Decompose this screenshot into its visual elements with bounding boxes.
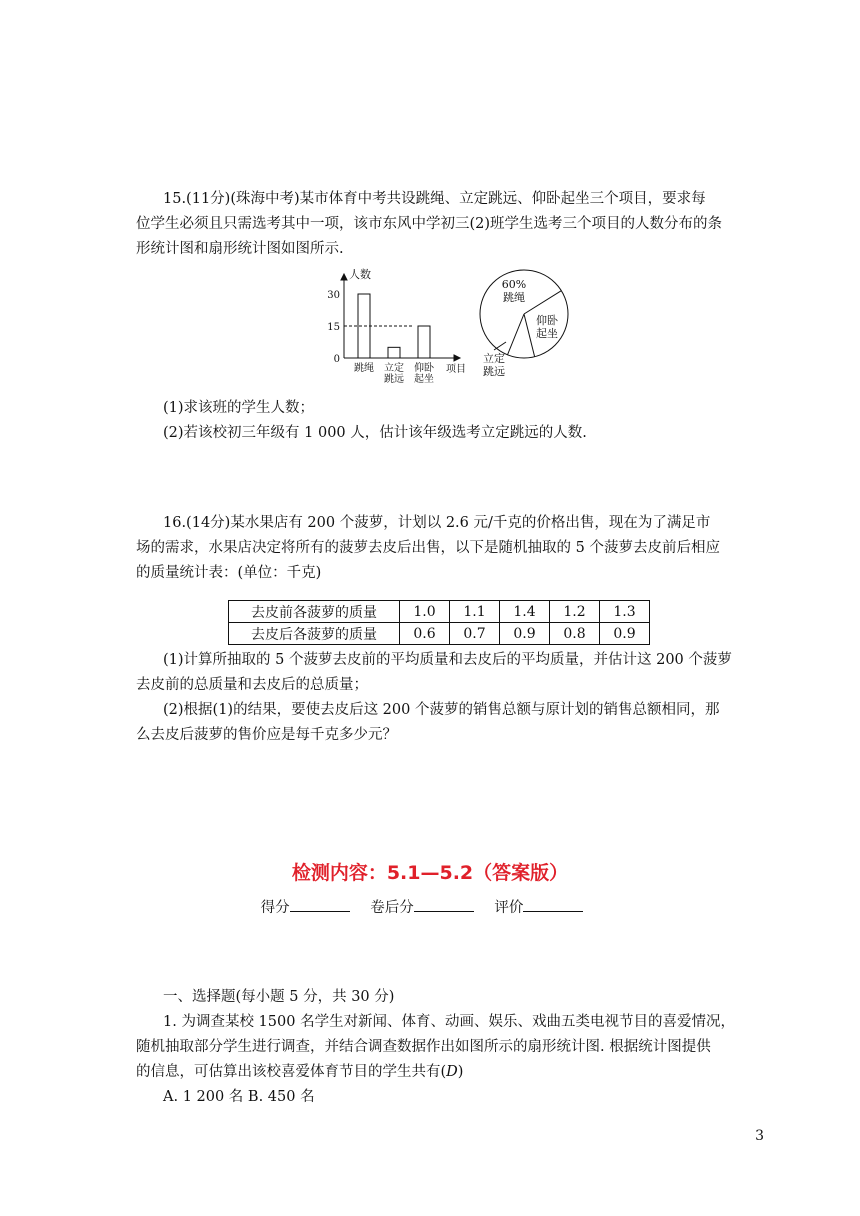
pie-label: 立定 [483,352,505,365]
x-axis-arrow [454,355,460,361]
table-cell: 0.7 [450,623,500,645]
table-cell: 1.4 [500,601,550,623]
pie-leader-line [494,342,506,350]
score-blank [290,897,350,912]
after-score-blank [414,897,474,912]
q1-line-2: 随机抽取部分学生进行调查，并结合调查数据作出如图所示的扇形统计图. 根据统计图提供 [136,1039,711,1055]
x-tick-label: 起坐 [414,374,434,384]
bar [418,326,430,358]
pie-slice-boundary [524,291,561,314]
section-title: 检测内容：5.1—5.2（答案版） [291,862,569,884]
table-cell: 1.3 [600,601,650,623]
table-cell: 0.9 [600,623,650,645]
q15-sub-2: (2)若该校初三年级有 1 000 人，估计该年级选考立定跳远的人数. [163,425,587,441]
q16-sub-1a: (1)计算所抽取的 5 个菠萝去皮前的平均质量和去皮后的平均质量，并估计这 200 个菠萝 [163,652,732,668]
table-row [229,601,650,623]
pie-chart [468,264,584,384]
q16-sub-1b: 去皮前的总质量和去皮后的总质量； [136,677,368,693]
y-tick-label: 0 [333,354,340,365]
pie-label: 跳绳 [503,291,525,304]
q15-line-2: 位学生必须且只需选考其中一项，该市东风中学初三(2)班学生选考三个项目的人数分布的条 [136,216,723,232]
table-cell: 1.0 [400,601,450,623]
q16-line-2: 场的需求，水果店决定将所有的菠萝去皮后出售，以下是随机抽取的 5 个菠萝去皮前后相应 [136,540,720,556]
mass-table [228,600,650,645]
x-axis-label: 项目 [446,364,466,375]
x-tick-label: 跳绳 [354,363,374,374]
table-row [229,623,650,645]
table-cell: 0.8 [550,623,600,645]
pie-label: 60% [501,278,527,291]
page-number: 3 [755,1128,764,1144]
q1-stem: 的信息，可估算出该校喜爱体育节目的学生共有( [136,1064,447,1080]
y-axis-arrow [341,274,347,280]
pie-label: 仰卧 [536,314,558,327]
score-label: 得分 [260,900,290,916]
row-label: 去皮后各菠萝的质量 [229,623,400,645]
q16-line-1: 16.(14分)某水果店有 200 个菠萝，计划以 2.6 元/千克的价格出售，现在为了满足市 [163,515,711,531]
q1-options: A. 1 200 名 B. 450 名 [163,1089,315,1105]
y-tick-label: 30 [327,290,340,301]
q1-line-3 [136,1062,463,1082]
bar-chart [320,264,480,384]
pie-label: 起坐 [536,327,558,340]
q15-sub-1: (1)求该班的学生人数； [163,400,315,416]
pie-label: 跳远 [483,365,505,378]
q1-line-1: 1. 为调查某校 1500 名学生对新闻、体育、动画、娱乐、戏曲五类电视节目的喜爱情况， [163,1014,736,1030]
pie-slice-boundary [508,314,524,355]
q15-line-1: 15.(11分)(珠海中考)某市体育中考共设跳绳、立定跳远、仰卧起坐三个项目，要求每 [163,191,706,207]
table-cell: 1.1 [450,601,500,623]
evaluation-label: 评价 [494,900,524,916]
table-cell: 0.6 [400,623,450,645]
x-tick-label: 仰卧 [414,363,434,374]
x-tick-label: 跳远 [384,374,404,384]
evaluation-blank [523,897,583,912]
row-label: 去皮前各菠萝的质量 [229,601,400,623]
y-tick-label: 15 [327,322,340,333]
part1-heading: 一、选择题(每小题 5 分，共 30 分) [163,989,395,1005]
q16-sub-2a: (2)根据(1)的结果，要使去皮后这 200 个菠萝的销售总额与原计划的销售总额相同，那 [163,702,720,718]
y-axis-label: 人数 [349,268,371,281]
table-cell: 1.2 [550,601,600,623]
q15-line-3: 形统计图和扇形统计图如图所示. [136,241,344,257]
q1-answer: D [446,1064,458,1080]
x-tick-label: 立定 [384,363,404,374]
pie-slice-boundary [524,314,535,357]
q16-sub-2b: 么去皮后菠萝的售价应是每千克多少元？ [136,727,397,743]
q16-line-3: 的质量统计表：(单位：千克) [136,565,322,581]
q1-close: ) [457,1064,464,1080]
table-cell: 0.9 [500,623,550,645]
bar [388,347,400,358]
after-score-label: 卷后分 [370,900,414,916]
score-line [0,896,860,917]
